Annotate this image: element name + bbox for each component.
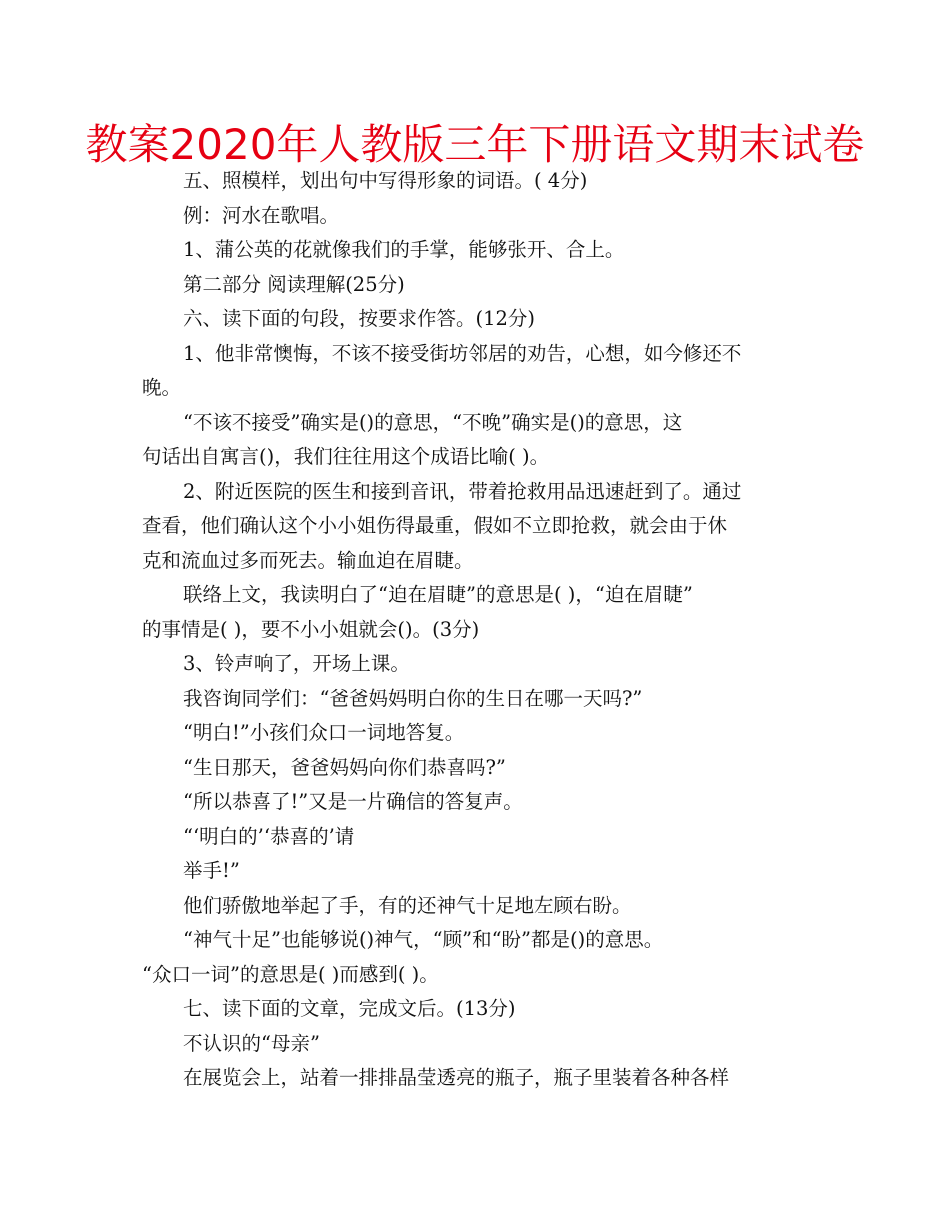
text-line: “‘明白的’‘恭喜的’请 bbox=[183, 824, 355, 848]
text-line: 例：河水在歌唱。 bbox=[183, 203, 340, 227]
document-title: 教案2020年人教版三年下册语文期末试卷 bbox=[85, 120, 865, 169]
text-line: 七、读下面的文章，完成文后。(13分) bbox=[183, 997, 516, 1020]
text-line: “明白!”小孩们众口一词地答复。 bbox=[183, 721, 465, 744]
text-line: 句话出自寓言()，我们往往用这个成语比喻( )。 bbox=[142, 445, 550, 468]
text-line: 我咨询同学们：“爸爸妈妈明白你的生日在哪一天吗?” bbox=[183, 686, 643, 710]
text-line: 在展览会上，站着一排排晶莹透亮的瓶子，瓶子里装着各种各样 bbox=[183, 1066, 730, 1089]
text-line: 举手!” bbox=[183, 859, 240, 882]
text-line: 查看，他们确认这个小小姐伤得最重，假如不立即抢救，就会由于休 bbox=[142, 514, 728, 537]
text-line: “不该不接受”确实是()的意思，“不晚”确实是()的意思，这 bbox=[183, 410, 683, 434]
text-line: 3、铃声响了，开场上课。 bbox=[183, 652, 410, 675]
document-body bbox=[142, 164, 812, 1096]
text-line: 不认识的“母亲” bbox=[183, 1031, 320, 1055]
text-line: 六、读下面的句段，按要求作答。(12分) bbox=[183, 307, 536, 330]
text-line: 晚。 bbox=[142, 376, 182, 399]
text-line: 的事情是( )，要不小小姐就会()。(3分) bbox=[142, 617, 480, 641]
text-line: 1、他非常懊悔，不该不接受街坊邻居的劝告，心想，如今修还不 bbox=[183, 341, 742, 365]
text-line: “所以恭喜了!”又是一片确信的答复声。 bbox=[183, 790, 523, 813]
text-line: “神气十足”也能够说()神气，“顾”和“盼”都是()的意思。 bbox=[183, 928, 664, 951]
text-line: 联络上文，我读明白了“迫在眉睫”的意思是( )，“迫在眉睫” bbox=[183, 583, 693, 606]
text-line: 2、附近医院的医生和接到音讯，带着抢救用品迅速赶到了。通过 bbox=[183, 479, 742, 503]
text-line: 五、照模样，划出句中写得形象的词语。( 4分) bbox=[183, 169, 588, 192]
text-line: “众口一词”的意思是( )而感到( )。 bbox=[142, 962, 439, 986]
text-line: “生日那天，爸爸妈妈向你们恭喜吗?” bbox=[183, 755, 506, 779]
text-line: 克和流血过多而死去。输血迫在眉睫。 bbox=[142, 548, 474, 572]
text-line: 第二部分 阅读理解(25分) bbox=[183, 272, 405, 296]
text-line: 他们骄傲地举起了手，有的还神气十足地左顾右盼。 bbox=[183, 893, 632, 917]
text-line: 1、蒲公英的花就像我们的手掌，能够张开、合上。 bbox=[183, 238, 625, 261]
